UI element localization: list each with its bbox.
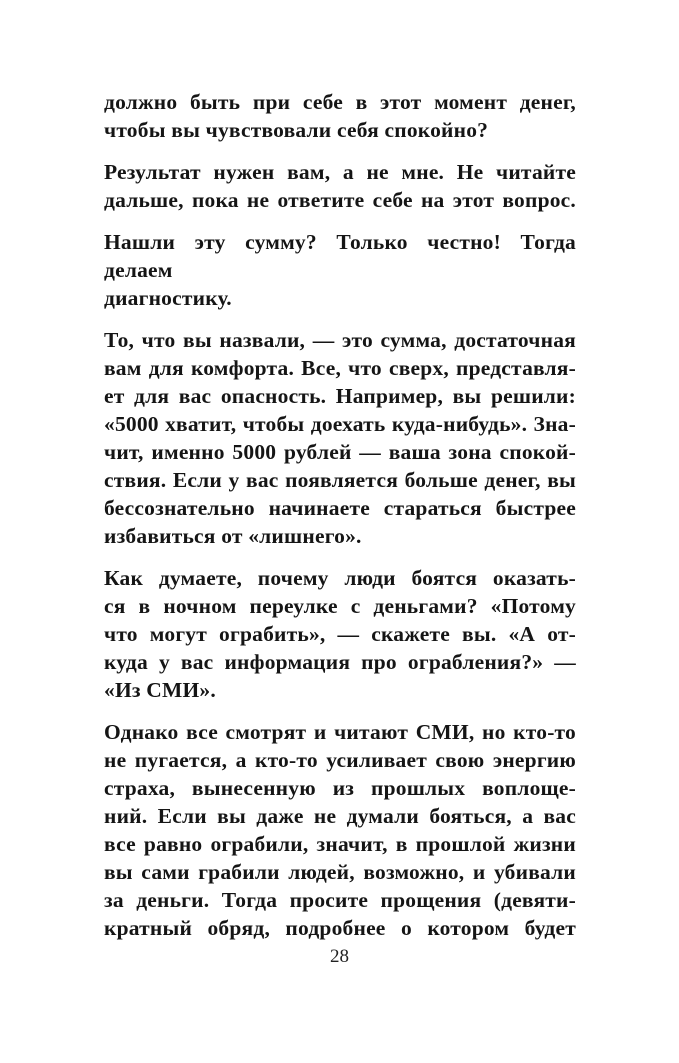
- text-line: должно быть при себе в этот момент денег,: [104, 90, 576, 114]
- text-line: Результат нужен вам, а не мне. Не читайте: [104, 160, 576, 184]
- paragraph: [104, 326, 576, 550]
- page-number: 28: [330, 946, 349, 967]
- text-line: То, что вы назвали, — это сумма, достаточная: [104, 328, 576, 352]
- text-line: ет для вас опасность. Например, вы решили:: [104, 384, 576, 408]
- text-line: Нашли эту сумму? Только честно! Тогда делаем: [104, 230, 576, 282]
- text-line: вы сами грабили людей, возможно, и убивали: [104, 860, 576, 884]
- paragraph: [104, 158, 576, 214]
- text-line: избавиться от «лишнего».: [104, 524, 362, 548]
- text-line: диагностику.: [104, 286, 232, 310]
- page-text: [104, 88, 576, 942]
- text-line: чит, именно 5000 рублей — ваша зона спокой-: [104, 440, 576, 464]
- text-line: куда у вас информация про ограбления?» —: [104, 650, 576, 674]
- text-line: Как думаете, почему люди боятся оказать-: [104, 566, 576, 590]
- text-line: все равно ограбили, значит, в прошлой жизни: [104, 832, 576, 856]
- text-line: чтобы вы чувствовали себя спокойно?: [104, 118, 489, 142]
- text-line: дальше, пока не ответите себе на этот вопрос.: [104, 188, 576, 212]
- text-line: ний. Если вы даже не думали бояться, а вас: [104, 804, 576, 828]
- text-line: Однако все смотрят и читают СМИ, но кто-то: [104, 720, 576, 744]
- text-line: не пугается, а кто-то усиливает свою энергию: [104, 748, 576, 772]
- text-line: кратный обряд, подробнее о котором будет: [104, 916, 576, 940]
- text-line: страха, вынесенную из прошлых воплоще-: [104, 776, 576, 800]
- text-line: что могут ограбить», — скажете вы. «А от-: [104, 622, 576, 646]
- paragraph: [104, 718, 576, 942]
- paragraph: [104, 564, 576, 704]
- text-line: ся в ночном переулке с деньгами? «Потому: [104, 594, 576, 618]
- text-line: «Из СМИ».: [104, 678, 216, 702]
- paragraph: [104, 228, 576, 312]
- text-line: ствия. Если у вас появляется больше денег, вы: [104, 468, 576, 492]
- text-line: бессознательно начинаете стараться быстрее: [104, 496, 576, 520]
- text-line: «5000 хватит, чтобы доехать куда-нибудь». Зна-: [104, 412, 576, 436]
- text-line: вам для комфорта. Все, что сверх, представля-: [104, 356, 576, 380]
- paragraph: [104, 88, 576, 144]
- text-line: за деньги. Тогда просите прощения (девяти-: [104, 888, 576, 912]
